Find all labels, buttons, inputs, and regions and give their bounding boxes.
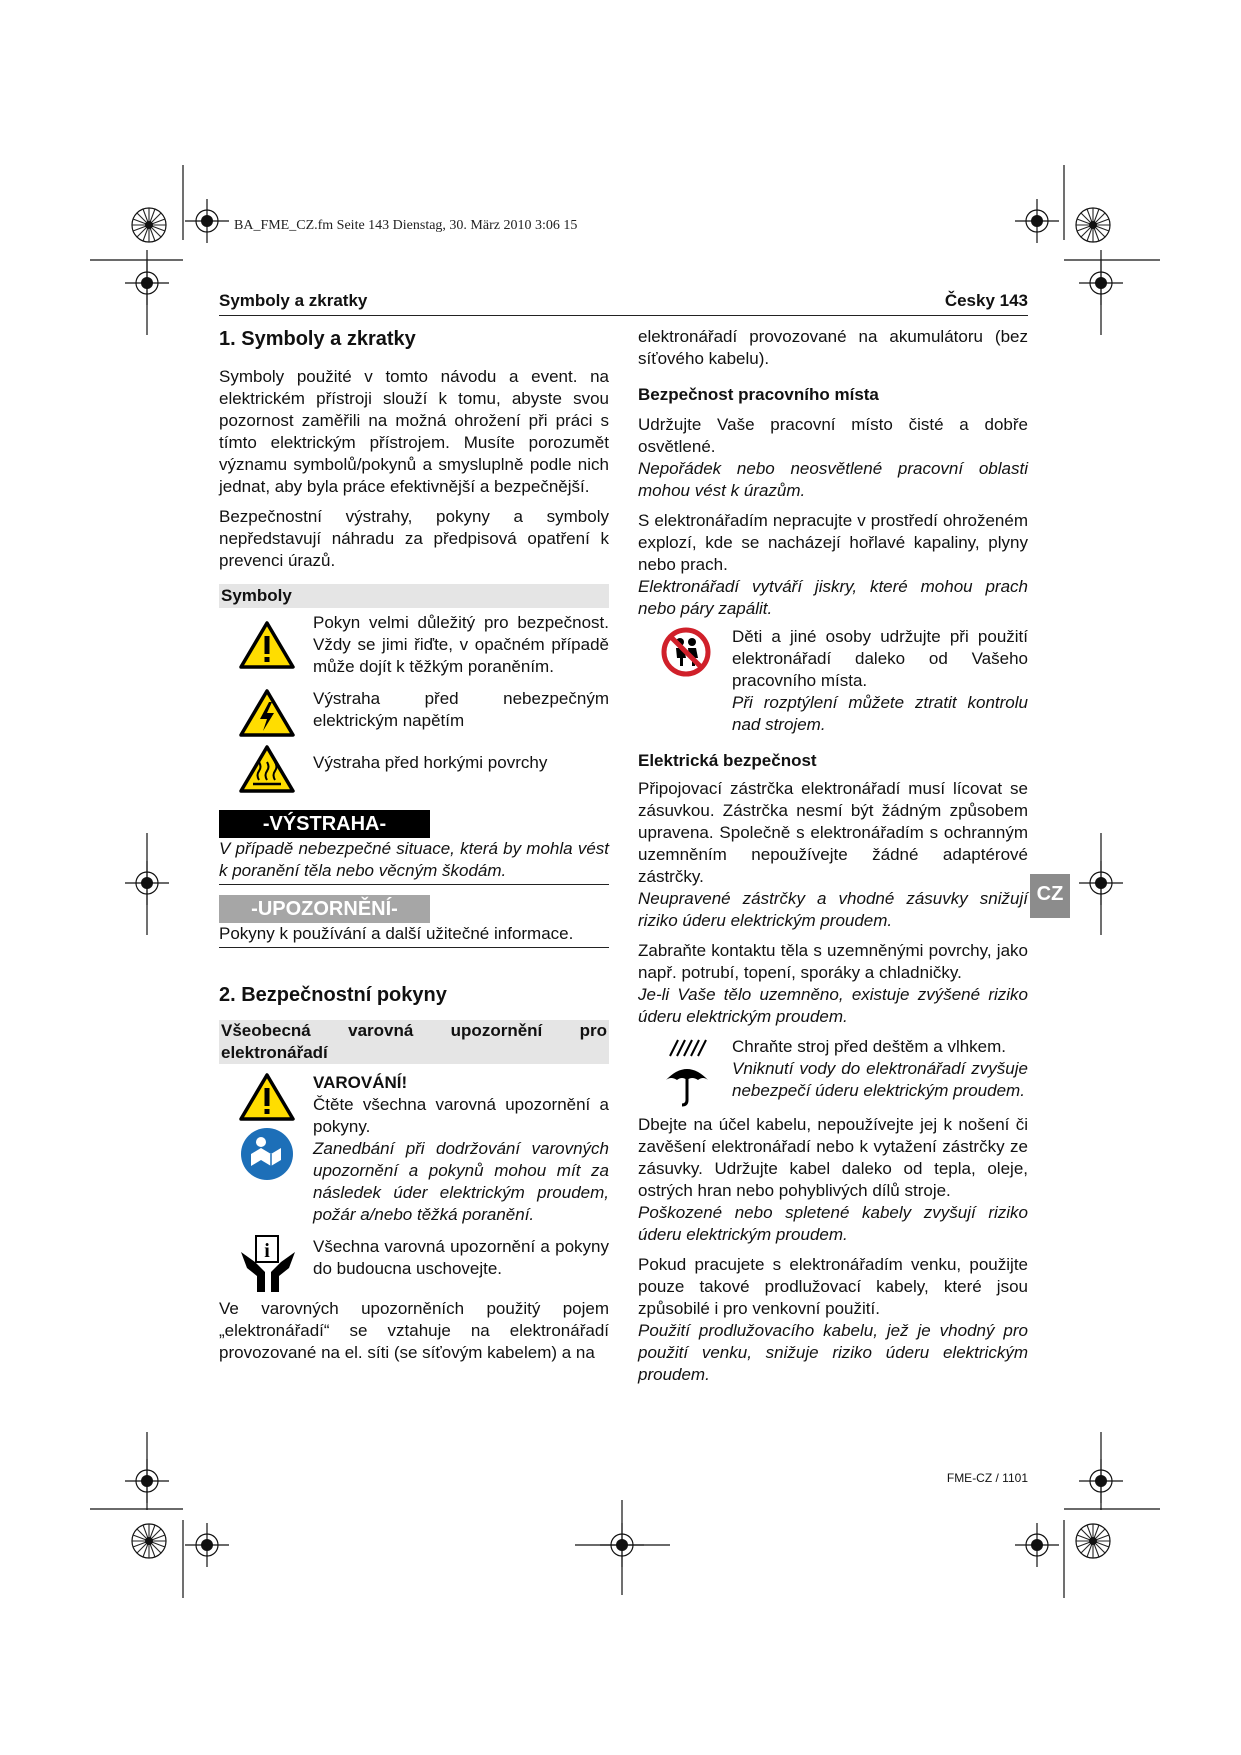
registration-wheel-icon xyxy=(132,208,166,242)
children-block xyxy=(638,626,1028,736)
warning-triangle-icon xyxy=(239,620,295,670)
registration-wheel-icon xyxy=(1076,208,1110,242)
warning-title: VAROVÁNÍ! xyxy=(313,1073,408,1092)
warning-description: V případě nebezpečné situace, která by mohla vést k poranění těla nebo věcným škodám. xyxy=(219,838,609,885)
warning-text: Čtěte všechna varovná upozornění a pokyny. xyxy=(313,1095,609,1136)
keep-instructions-text: Všechna varovná upozornění a pokyny do budoucna uschovejte. xyxy=(313,1237,609,1278)
cable-instruction: Dbejte na účel kabelu, nepoužívejte jej k nošení či zavěšení elektronářadí nebo k vytažení zástrčky ze zásuvky. Udržujte kabel daleko od tepla, oleje, ostrých hran nebo pohyblivých dílů stroje. xyxy=(638,1115,1028,1200)
warning-block xyxy=(219,1072,609,1226)
rain-reason: Vniknutí vody do elektronářadí zvyšuje nebezpečí úderu elektrickým proudem. xyxy=(732,1059,1028,1100)
plug-reason: Neupravené zástrčky a vhodné zásuvky snižují riziko úderu elektrickým proudem. xyxy=(638,889,1028,930)
notice-label: -UPOZORNĚNÍ- xyxy=(219,895,430,923)
hot-surface-icon xyxy=(239,744,295,794)
high-voltage-icon xyxy=(239,688,295,738)
work-area-heading: Bezpečnost pracovního místa xyxy=(638,385,879,404)
running-header-right: Česky 143 xyxy=(944,291,1028,310)
rain-instruction: Chraňte stroj před deštěm a vlhkem. xyxy=(732,1037,1007,1056)
symbol-text: Výstraha před horkými povrchy xyxy=(313,753,548,772)
notice-description: Pokyny k používání a další užitečné informace. xyxy=(219,923,609,948)
grounding-reason: Je-li Vaše tělo uzemněno, existuje zvýšené riziko úderu elektrickým proudem. xyxy=(638,985,1028,1026)
no-children-icon xyxy=(660,626,712,678)
print-slug: BA_FME_CZ.fm Seite 143 Dienstag, 30. März 2010 3:06 15 xyxy=(234,218,578,233)
electrical-safety-heading: Elektrická bezpečnost xyxy=(638,751,817,770)
term-definition-continued: elektronářadí provozované na akumulátoru (bez síťového kabelu). xyxy=(638,327,1028,368)
header-rule xyxy=(219,315,1028,316)
explosive-reason: Elektronářadí vytváří jiskry, které mohou prach nebo páry zapálit. xyxy=(638,577,1028,618)
children-reason: Při rozptýlení můžete ztratit kontrolu nad strojem. xyxy=(732,693,1028,734)
outdoor-reason: Použití prodlužovacího kabelu, jež je vhodný pro použití venku, snižuje riziko úderu elektrickým proudem. xyxy=(638,1321,1028,1384)
symbol-row xyxy=(219,752,609,792)
registration-mark-icon xyxy=(1015,1523,1059,1567)
safety-note-paragraph: Bezpečnostní výstrahy, pokyny a symboly nepředstavují náhradu za předpisová opatření k prevenci úrazů. xyxy=(219,507,609,570)
symbols-bar: Symboly xyxy=(219,584,609,608)
grounding-instruction: Zabraňte kontaktu těla s uzemněnými povrchy, jako např. potrubí, topení, sporáky a chladničky. xyxy=(638,941,1028,982)
symbol-row xyxy=(219,612,609,678)
left-column xyxy=(219,326,609,1364)
general-warnings-bar xyxy=(219,1020,609,1064)
registration-mark-icon xyxy=(1015,199,1059,243)
registration-wheel-icon xyxy=(132,1524,166,1558)
registration-wheel-icon xyxy=(1076,1524,1110,1558)
work-area-instruction: Udržujte Vaše pracovní místo čisté a dobře osvětlené. xyxy=(638,415,1028,456)
plug-instruction: Připojovací zástrčka elektronářadí musí lícovat se zásuvkou. Zástrčka nesmí být žádným způsobem upravena. Společně s elektronářadím s ochranným uzemněním nepoužívejte žádné adaptérové zástrčky. xyxy=(638,779,1028,886)
outdoor-instruction: Pokud pracujete s elektronářadím venku, použijte pouze takové prodlužovací kabely, které jsou způsobilé i pro venkovní použití. xyxy=(638,1255,1028,1318)
read-manual-icon xyxy=(239,1126,295,1182)
right-column xyxy=(638,326,1028,1386)
svg-text:i: i xyxy=(264,1240,270,1262)
rain-block xyxy=(638,1036,1028,1102)
symbol-row xyxy=(219,688,609,732)
warning-triangle-icon xyxy=(239,1072,295,1122)
section-1-heading: 1. Symboly a zkratky xyxy=(219,328,416,350)
keep-instructions-icon xyxy=(237,1234,299,1294)
language-tab: CZ xyxy=(1030,874,1070,918)
page-footer-code: FME-CZ / 1101 xyxy=(946,1471,1028,1485)
intro-paragraph: Symboly použité v tomto návodu a event. na elektrickém přístroji slouží k tomu, abyste svou pozornost zaměřili na možná ohrožení při práci s tímto elektrickým přístrojem. Musíte porozumět významu symbolů/pokynů a smysluplně podle nich jednat, aby byla práce efektivnější a bezpečnější. xyxy=(219,367,609,496)
term-definition-paragraph: Ve varovných upozorněních použitý pojem „elektronářadí“ se vztahuje na elektronářadí provozované na el. síti (se síťovým kabelem) a na xyxy=(219,1299,609,1362)
warning-label: -VÝSTRAHA- xyxy=(219,810,430,838)
cable-reason: Poškozené nebo spletené kabely zvyšují riziko úderu elektrickým proudem. xyxy=(638,1203,1028,1244)
running-header-left: Symboly a zkratky xyxy=(219,291,368,310)
registration-mark-icon xyxy=(185,1523,229,1567)
section-2-heading: 2. Bezpečnostní pokyny xyxy=(219,984,447,1006)
warning-consequence: Zanedbání při dodržování varovných upozornění a pokynů mohou mít za následek úder elektrickým proudem, požár a/nebo těžká poranění. xyxy=(313,1139,609,1224)
children-instruction: Děti a jiné osoby udržujte při použití elektronářadí daleko od Vašeho pracovního místa. xyxy=(732,627,1028,690)
rain-umbrella-icon xyxy=(662,1036,712,1108)
explosive-instruction: S elektronářadím nepracujte v prostředí ohroženém explozí, kde se nacházejí hořlavé kapaliny, plyny nebo prach. xyxy=(638,511,1028,574)
general-warnings-bar-text: Všeobecná varovná upozornění pro elektronářadí xyxy=(221,1021,607,1062)
symbol-text: Pokyn velmi důležitý pro bezpečnost. Vždy se jimi řiďte, v opačném případě může dojít k těžkým poraněním. xyxy=(313,613,609,676)
registration-mark-icon xyxy=(185,199,229,243)
keep-instructions-block xyxy=(219,1236,609,1284)
work-area-reason: Nepořádek nebo neosvětlené pracovní oblasti mohou vést k úrazům. xyxy=(638,459,1028,500)
symbol-text: Výstraha před nebezpečným elektrickým napětím xyxy=(313,689,609,730)
